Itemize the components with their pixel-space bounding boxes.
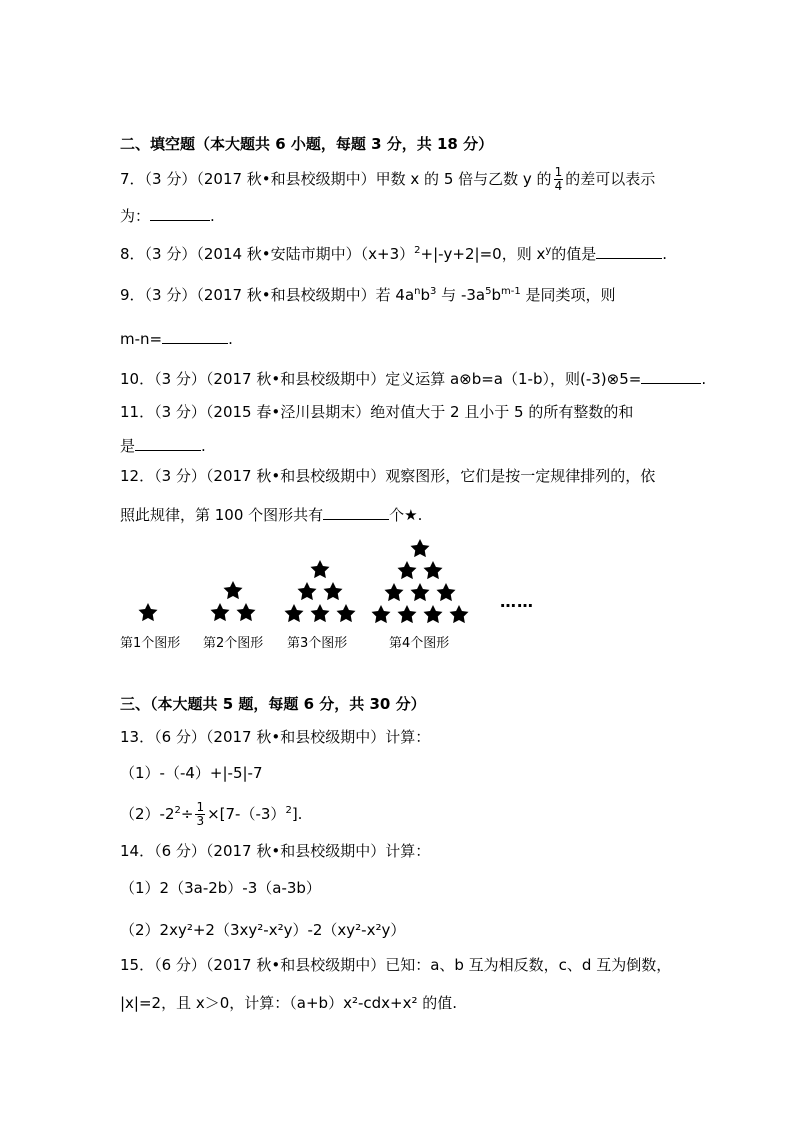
q10-text: 10．（3 分）（2017 秋•和县校级期中）定义运算 a⊗b=a（1-b），则(-3)⊗5= xyxy=(120,370,642,388)
q11-line2-prefix: 是 xyxy=(120,437,136,455)
q7-text: 7．（3 分）（2017 秋•和县校级期中）甲数 x 的 5 倍与乙数 y 的 xyxy=(120,170,552,188)
q7-line2-prefix: 为： xyxy=(120,207,151,225)
q8-exponent: 2 xyxy=(414,245,421,256)
star-icon xyxy=(423,561,442,579)
q8-suffix: 的值是 xyxy=(551,245,597,263)
q8-text: 8．（3 分）（2014 秋•安陆市期中）（x+3） xyxy=(120,245,415,263)
q11-text: 11．（3 分）（2015 春•泾川县期末）绝对值大于 2 且小于 5 的所有整数的和 xyxy=(120,403,634,421)
star-icon xyxy=(310,560,329,578)
q9-b1: b xyxy=(420,286,431,304)
question-14-part2: （2）2xy²+2（3xy²-x²y）-2（xy²-x²y） xyxy=(120,921,406,939)
frac-numerator: 1 xyxy=(196,800,205,814)
star-icon xyxy=(449,605,468,623)
q7-line2-suffix: . xyxy=(210,207,215,225)
star-layer xyxy=(138,539,468,623)
q12-line2-prefix: 照此规律，第 100 个图形共有 xyxy=(120,506,324,524)
question-14: 14．（6 分）（2017 秋•和县校级期中）计算： xyxy=(120,842,431,860)
section2-heading: 二、填空题（本大题共 6 小题，每题 3 分，共 18 分） xyxy=(120,135,494,153)
q9-line2-prefix: m-n= xyxy=(120,330,163,348)
figure-caption-2: 第2个图形 xyxy=(203,636,264,651)
q13-p2-prefix: （2）-2 xyxy=(120,805,175,823)
figure-caption-1: 第1个图形 xyxy=(120,636,181,651)
star-icon xyxy=(210,603,229,621)
q9-exp-n: n xyxy=(414,286,421,297)
question-13-part2 xyxy=(120,801,302,828)
star-icon xyxy=(236,603,255,621)
star-icon xyxy=(423,605,442,623)
section3-heading: 三、（本大题共 5 题，每题 6 分，共 30 分） xyxy=(120,695,426,713)
question-14-part1: （1）2（3a-2b）-3（a-3b） xyxy=(120,879,321,897)
q7-suffix: 的差可以表示 xyxy=(565,170,656,188)
q8-end: . xyxy=(662,245,668,263)
q9-text: 9．（3 分）（2017 秋•和县校级期中）若 4a xyxy=(120,286,415,304)
q9-suffix: 是同类项，则 xyxy=(520,286,616,304)
q13-p2-exp2: 2 xyxy=(285,805,292,816)
frac-numerator: 1 xyxy=(554,165,563,179)
figure-caption-3: 第3个图形 xyxy=(287,636,348,651)
star-icon xyxy=(323,582,342,600)
star-icon xyxy=(284,604,303,622)
question-15: 15．（6 分）（2017 秋•和县校级期中）已知：a、b 互为相反数，c、d 互为倒数， xyxy=(120,956,672,974)
question-13-part1: （1）-（-4）+|-5|-7 xyxy=(120,764,263,782)
q12-text: 12．（3 分）（2017 秋•和县校级期中）观察图形，它们是按一定规律排列的，依 xyxy=(120,467,656,485)
q9-exp-m1: m-1 xyxy=(501,286,521,297)
q13-p2-div: ÷ xyxy=(180,805,194,823)
question-13: 13．（6 分）（2017 秋•和县校级期中）计算： xyxy=(120,728,431,746)
frac-denominator: 4 xyxy=(554,179,563,193)
star-icon xyxy=(397,605,416,623)
star-icon xyxy=(410,539,429,557)
star-icon xyxy=(336,604,355,622)
ellipsis-dots: …… xyxy=(500,592,534,611)
star-icon xyxy=(223,581,242,599)
q9-exp-5: 5 xyxy=(485,286,492,297)
star-icon xyxy=(371,605,390,623)
q8-exponent-y: y xyxy=(545,245,552,256)
q11-line2-suffix: . xyxy=(201,437,206,455)
q12-line2-suffix: 个★. xyxy=(389,506,423,524)
q8-middle: +|-y+2|=0，则 x xyxy=(420,245,546,263)
fraction-one-third xyxy=(195,801,205,828)
star-icon xyxy=(310,604,329,622)
q9-exp-3: 3 xyxy=(430,286,437,297)
q13-p2-end: ]. xyxy=(291,805,303,823)
star-icon xyxy=(297,582,316,600)
star-icon xyxy=(384,583,403,601)
frac-denominator: 3 xyxy=(196,814,205,828)
q9-mid: 与 -3a xyxy=(436,286,486,304)
star-icon xyxy=(410,583,429,601)
figure-caption-4: 第4个图形 xyxy=(389,636,450,651)
q13-p2-after: ×[7-（-3） xyxy=(207,805,286,823)
star-icon xyxy=(397,561,416,579)
star-icon xyxy=(138,603,157,621)
question-15-line2: |x|=2，且 x＞0，计算：（a+b）x²-cdx+x² 的值. xyxy=(120,994,458,1012)
q9-b2: b xyxy=(491,286,501,304)
q13-p2-exp: 2 xyxy=(174,805,181,816)
q10-end: . xyxy=(701,370,707,388)
q9-line2-suffix: . xyxy=(228,330,233,348)
star-icon xyxy=(436,583,455,601)
